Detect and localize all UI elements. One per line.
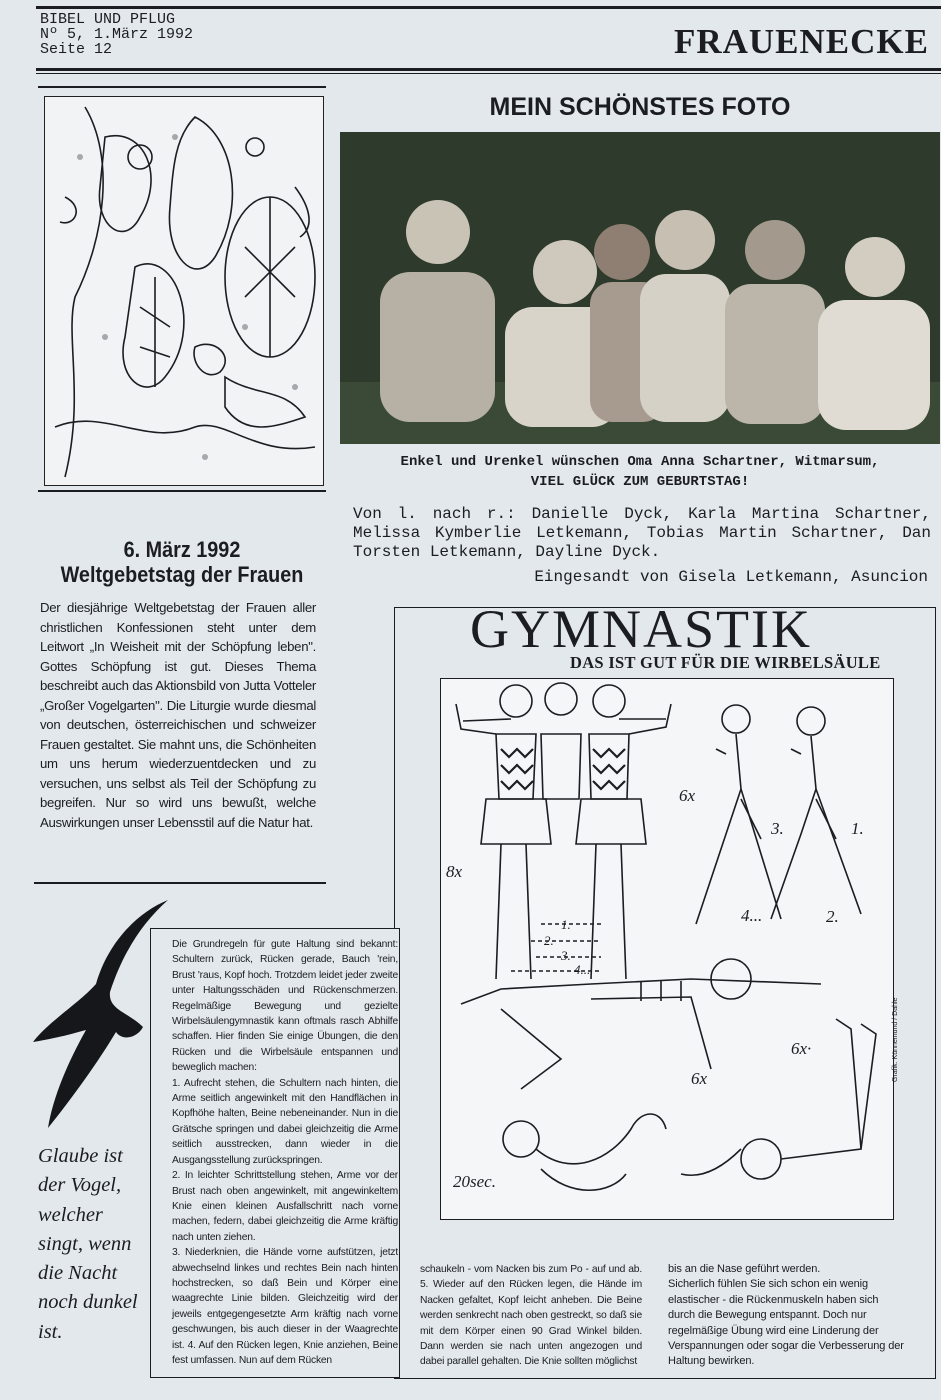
small-leaf	[194, 344, 225, 374]
step-label: 1.	[561, 917, 571, 932]
paragraph: Sicherlich fühlen Sie sich schon ein wenig elastischer - die Rückenmuskeln haben sich durch die Bewegung entspannt. Doch nur regelmäßige Übung wird eine Linderung der Verspannungen oder sogar die Verbesserung der Haltung bewirken.	[668, 1278, 904, 1368]
article-bottom-rule	[34, 882, 326, 884]
top-rule	[36, 6, 941, 9]
seconds-label: 20sec.	[453, 1172, 496, 1191]
side-label: 1.	[851, 819, 864, 838]
gymnastik-column-1	[172, 937, 398, 1368]
gymnastik-title: GYMNASTIK	[470, 599, 812, 659]
graphic-credit: Grafik: Künnemund / Dahle	[892, 997, 899, 1082]
exercise-illustration	[440, 678, 894, 1220]
step-label: 3.	[561, 948, 571, 963]
leaf-veins	[140, 277, 170, 387]
paragraph: 2. In leichter Schrittstellung stehen, Arme vor der Brust nach oben angewinkelt, mit angewinkeltem Knie einen kleinen Ausfallschritt nach vorne machen, federn, dabei gleichzeitig die Arme kräftig nach unten ziehen.	[172, 1170, 398, 1243]
count-label: 8x	[446, 862, 463, 881]
side-label: 2.	[826, 907, 839, 926]
article-heading	[52, 537, 311, 587]
bird-shape	[225, 377, 305, 427]
exercise-5-figure	[681, 1019, 876, 1179]
tree-veins	[245, 197, 295, 357]
gymnastik-subtitle: DAS IST GUT FÜR DIE WIRBELSÄULE	[570, 653, 881, 672]
family-photo	[340, 132, 940, 444]
photo-title: MEIN SCHÖNSTES FOTO	[489, 93, 791, 121]
illustration-bottom-rule	[38, 490, 326, 492]
leaf-shape	[169, 117, 232, 269]
photo-sender: Eingesandt von Gisela Letkemann, Asuncion	[534, 568, 928, 586]
article-body: Der diesjährige Weltgebetstag der Frauen aller christlichen Konfessionen steht unter dem Leitwort „In Weisheit mit der Schöpfung leben". Gottes Schöpfung ist gut. Dieses Thema beschreibt auch das Aktionsbild von Jutta Votteler „Großer Vogelgarten". Die Liturgie wurde diesmal von deutschen, österreichischen und schweizer Frauen gestaltet. Sie mahnt uns, die Schönheiten um uns herum wiederzuentdecken und zu versuchen, uns selbst als Teil der Schöpfung zu begreifen. Nur so wird uns bewußt, welche Auswirkungen unser Lebensstil auf die Natur hat.	[40, 600, 316, 830]
tendril	[60, 187, 309, 237]
paragraph: 1. Aufrecht stehen, die Schultern nach hinten, die Arme seitlich angewinkelt mit den Handflächen in Kopfhöhe halten, Beine nebeneinander. Nun in die Grätsche springen und dabei gleichzeitig die Arme seitlich ausstrecken, dann wieder in die Ausgangsstellung zurückspringen.	[172, 1077, 398, 1166]
header-rule-thin	[36, 73, 941, 74]
paragraph: bis an die Nase geführt werden.	[668, 1263, 821, 1275]
zigzag-pattern	[501, 749, 625, 789]
illustration-top-rule	[38, 86, 326, 88]
side-label: 3.	[771, 819, 784, 838]
count-label: 6x	[691, 1069, 708, 1088]
caption-line: Enkel und Urenkel wünschen Oma Anna Schartner, Witmarsum,	[400, 454, 880, 470]
photo-caption	[340, 452, 940, 492]
side-label: 4...	[741, 906, 763, 925]
caption-line: VIEL GLÜCK ZUM GEBURTSTAG!	[530, 474, 750, 490]
article-headline: Weltgebetstag der Frauen	[60, 562, 304, 587]
flower-head	[128, 145, 152, 169]
photo-names: Von l. nach r.: Danielle Dyck, Karla Martina Schartner, Melissa Kymberlie Letkemann, Tobias Martin Schartner, Dan Torsten Letkemann, Dayline Dyck.	[353, 505, 931, 561]
count-label: 6x·	[791, 1039, 812, 1058]
article-date: 6. März 1992	[123, 537, 241, 562]
section-title: FRAUENECKE	[673, 22, 929, 61]
garden-illustration	[44, 96, 324, 486]
gymnastik-column-3	[668, 1262, 904, 1370]
paragraph: schaukeln - vom Nacken bis zum Po - auf und ab. 5. Wieder auf den Rücken legen, die Hände im Nacken gefaltet, Kopf leicht anheben. Die Beine werden senkrecht nach oben gestreckt, so daß sie mit dem Körper einen 90 Grad Winkel bilden. Dann werden sie nach unten angezogen und dabei parallel gehalten. Die Knie sollten möglichst	[420, 1264, 642, 1368]
exercise-2-figures	[696, 705, 861, 924]
count-label: 6x	[679, 786, 696, 805]
exercise-3-figure	[461, 959, 821, 1089]
paragraph: Die Grundregeln für gute Haltung sind bekannt: Schultern zurück, Rücken gerade, Bauch 'rein, Brust 'raus, Kopf hoch. Trotzdem leidet jeder zweite unter Haltungsschäden und Rückenschmerzen. Regelmäßige Bewegung und gezielte Wirbelsäulengymnastik kann oftmals rasch Abhilfe schaffen. Hier finden Sie einige Übungen, die den Rücken und die Wirbelsäule entspannen und beweglich machen:	[172, 939, 398, 1074]
header-rule	[36, 68, 941, 71]
gymnastik-column-2	[420, 1262, 642, 1370]
flower-head	[246, 138, 264, 156]
issue-meta: BIBEL UND PFLUG Nº 5, 1.März 1992 Seite 12	[40, 11, 194, 58]
step-label: 4...	[574, 962, 591, 977]
bird-quote: Glaube ist der Vogel, welcher singt, wenn die Nacht noch dunkel ist.	[38, 1145, 138, 1343]
exercise-4-figure	[503, 1114, 666, 1190]
exercise-1-figures	[456, 683, 671, 979]
leaf-shape	[99, 136, 151, 232]
step-label: 2.	[544, 933, 554, 948]
paragraph: 3. Niederknien, die Hände vorne aufstützen, jetzt abwechselnd linkes und rechtes Bein nach hinten hochstrecken, so daß Bein und Körper eine waagrechte Linie bilden. Gleichzeitig wird der jeweils entgegengesetzte Arm kräftig nach vorne geschwungen, bis auch dieser in der Waagrechte ist. 4. Auf den Rücken legen, Knie anziehen, Beine fest umfassen. Nun auf dem Rücken	[172, 1247, 398, 1366]
leaf-shape	[123, 264, 184, 387]
